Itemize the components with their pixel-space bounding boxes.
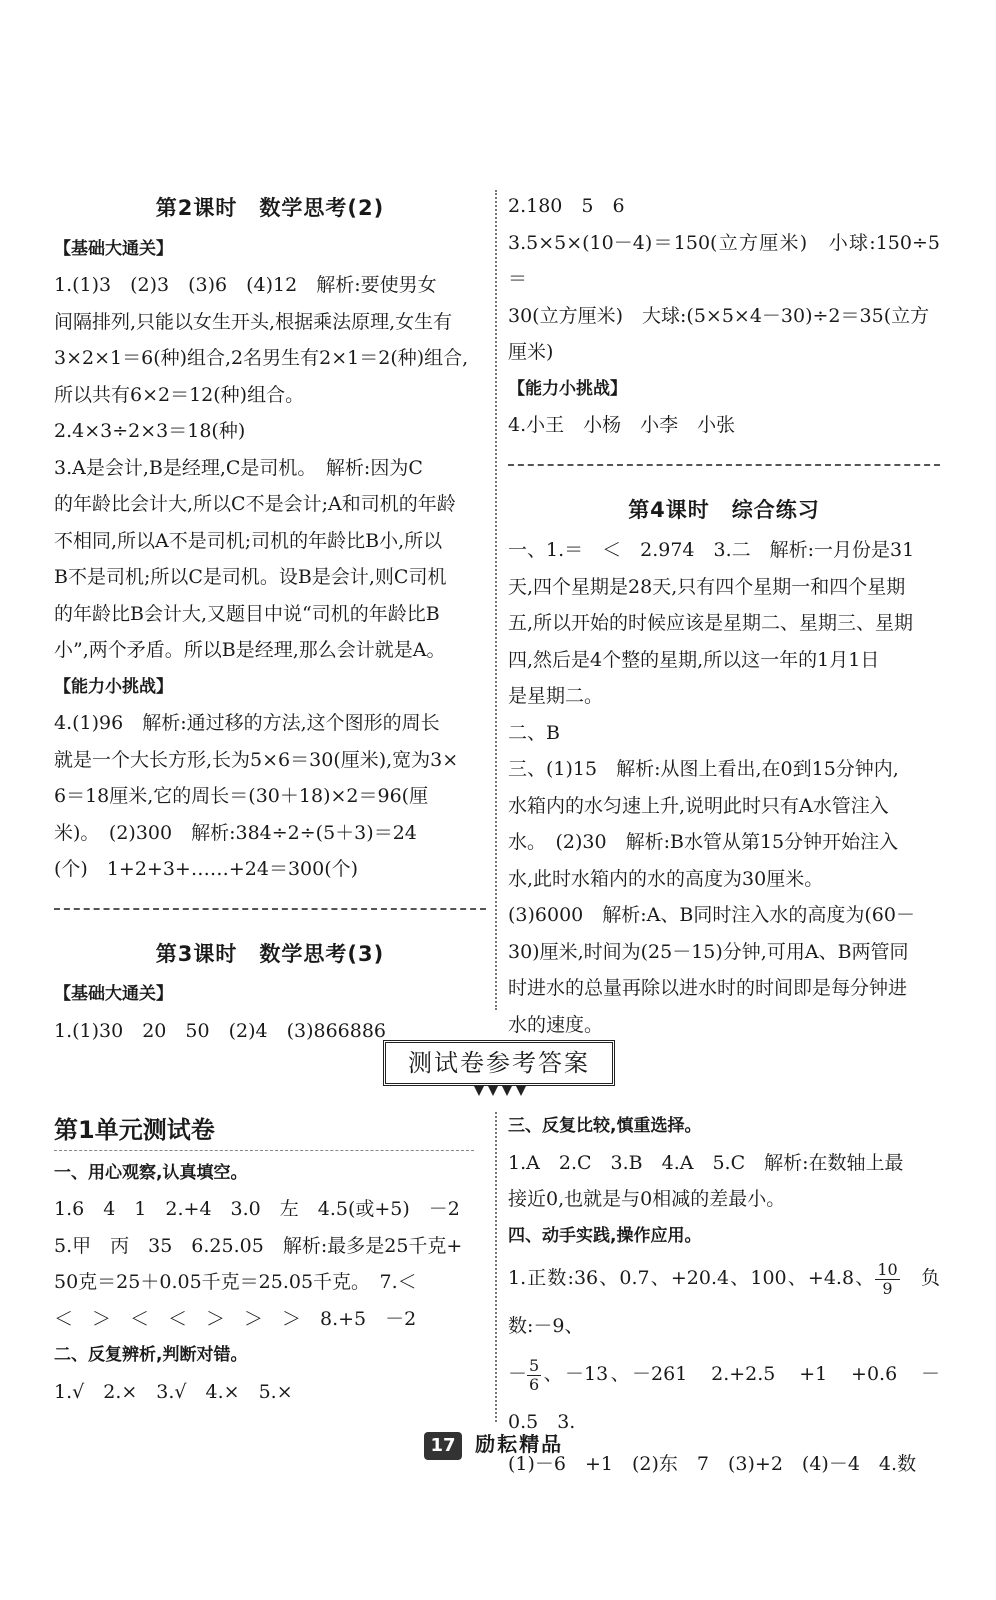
part4-line1-suffix: 负数:－9、 bbox=[508, 1267, 940, 1337]
lesson2-q1-line: 1.(1)3 (2)3 (3)6 (4)12 解析:要使男女 bbox=[54, 274, 437, 296]
lesson4-part1-line: 是星期二。 bbox=[508, 685, 604, 707]
lesson2-q4-line: 米)。 (2)300 解析:384÷2÷(5＋3)＝24 bbox=[54, 821, 417, 844]
lesson4-part3-line: 水箱内的水匀速上升,说明此时只有A水管注入 bbox=[508, 794, 889, 817]
lesson4-part3-line: 30)厘米,时间为(25－15)分钟,可用A、B两管同 bbox=[508, 940, 909, 963]
lesson4-part3-line: (3)6000 解析:A、B同时注入水的高度为(60－ bbox=[508, 904, 915, 926]
lesson3-q3-line: 厘米) bbox=[508, 341, 554, 363]
lesson2-q4-line: 6＝18厘米,它的周长＝(30＋18)×2＝96(厘 bbox=[54, 785, 429, 807]
column-divider-lower bbox=[495, 1112, 497, 1422]
lesson4-part1-line: 天,四个星期是28天,只有四个星期一和四个星期 bbox=[508, 575, 906, 598]
dashed-separator bbox=[54, 908, 486, 910]
test-answers-banner: 测试卷参考答案 bbox=[383, 1040, 615, 1086]
lesson2-challenge-header: 【能力小挑战】 bbox=[54, 676, 173, 697]
part1-header: 一、用心观察,认真填空。 bbox=[54, 1162, 248, 1183]
lesson3-basic-header: 【基础大通关】 bbox=[54, 984, 173, 1004]
part4-line3: (1)－6 +1 (2)东 7 (3)+2 (4)－4 4.数 bbox=[508, 1453, 917, 1475]
unit-test-title bbox=[54, 1112, 486, 1149]
lesson3-q3-line: 30(立方厘米) 大球:(5×5×4－30)÷2＝35(立方 bbox=[508, 304, 930, 327]
lesson4-title: 第4课时 综合练习 bbox=[628, 497, 820, 522]
lesson2-q2: 2.4×3÷2×3＝18(种) bbox=[54, 420, 246, 442]
part3-header: 三、反复比较,慎重选择。 bbox=[508, 1116, 702, 1136]
dashed-separator bbox=[508, 464, 940, 466]
part4-line2-prefix: － bbox=[508, 1363, 528, 1385]
lesson2-q3-line: 小”,两个矛盾。所以B是经理,那么会计就是A。 bbox=[54, 639, 446, 661]
fraction-denominator: 9 bbox=[882, 1278, 893, 1298]
unit-test-title-text: 第1单元测试卷 bbox=[54, 1116, 215, 1144]
lesson3-q1: 1.(1)30 20 50 (2)4 (3)866886 bbox=[54, 1019, 387, 1042]
fraction-numerator: 10 bbox=[877, 1259, 898, 1279]
lesson2-q3-line: B不是司机;所以C是司机。设B是会计,则C司机 bbox=[54, 566, 447, 588]
column-divider bbox=[495, 190, 497, 1010]
lesson2-q1-line: 间隔排列,只能以女生开头,根据乘法原理,女生有 bbox=[54, 310, 453, 333]
lesson2-q4-line: 就是一个大长方形,长为5×6＝30(厘米),宽为3× bbox=[54, 748, 459, 771]
lesson4-part3-line: 水。 (2)30 解析:B水管从第15分钟开始注入 bbox=[508, 831, 899, 853]
unit-test-right bbox=[508, 1108, 940, 1483]
part2-header: 二、反复辨析,判断对错。 bbox=[54, 1345, 248, 1365]
part1-line: ＜ ＞ ＜ ＜ ＞ ＞ ＞ 8.+5 －2 bbox=[54, 1307, 417, 1330]
fraction-numerator: 5 bbox=[529, 1355, 540, 1375]
lesson4-part1-line: 四,然后是4个整的星期,所以这一年的1月1日 bbox=[508, 648, 880, 671]
lesson3-q4: 4.小王 小杨 小李 小张 bbox=[508, 414, 736, 436]
lesson2-q3-line: 3.A是会计,B是经理,C是司机。 解析:因为C bbox=[54, 456, 423, 479]
part3-line: 接近0,也就是与0相减的差最小。 bbox=[508, 1188, 786, 1210]
lesson2-q1-line: 3×2×1＝6(种)组合,2名男生有2×1＝2(种)组合, bbox=[54, 347, 469, 369]
page-number: 17 bbox=[424, 1432, 462, 1460]
part4-header: 四、动手实践,操作应用。 bbox=[508, 1225, 702, 1246]
fraction bbox=[875, 1261, 899, 1298]
part1-line: 5.甲 丙 35 6.25.05 解析:最多是25千克+ bbox=[54, 1234, 463, 1257]
fraction bbox=[527, 1357, 541, 1394]
lesson4-part3-line: 三、(1)15 解析:从图上看出,在0到15分钟内, bbox=[508, 758, 899, 780]
lesson2-basic-header: 【基础大通关】 bbox=[54, 238, 173, 259]
lesson2-q1-line: 所以共有6×2＝12(种)组合。 bbox=[54, 383, 305, 406]
part4-line2-suffix: 、－13、－261 2.+2.5 +1 +0.6 －0.5 3. bbox=[508, 1363, 940, 1433]
lesson2-title: 第2课时 数学思考(2) bbox=[155, 196, 385, 220]
lesson4-part3-line: 时进水的总量再除以进水时的时间即是每分钟进 bbox=[508, 977, 908, 999]
brand-name: 励耘精品 bbox=[475, 1432, 564, 1456]
banner-ornament-icon bbox=[470, 1084, 528, 1098]
part4-line1 bbox=[508, 1254, 940, 1350]
part4-line2 bbox=[508, 1350, 940, 1446]
lesson2-q3-line: 的年龄比会计大,所以C不是会计;A和司机的年龄 bbox=[54, 493, 456, 515]
lesson2-q3-line: 不相同,所以A不是司机;司机的年龄比B小,所以 bbox=[54, 529, 443, 552]
lesson4-part1-line: 五,所以开始的时候应该是星期二、星期三、星期 bbox=[508, 612, 914, 634]
fraction-denominator: 6 bbox=[529, 1374, 540, 1394]
part1-line: 1.6 4 1 2.+4 3.0 左 4.5(或+5) －2 bbox=[54, 1198, 460, 1220]
right-column bbox=[508, 188, 940, 1043]
lesson4-part1-line: 一、1.＝ ＜ 2.974 3.二 解析:一月份是31 bbox=[508, 539, 915, 561]
unit-test-left bbox=[54, 1112, 486, 1410]
lesson3-title: 第3课时 数学思考(3) bbox=[155, 941, 385, 966]
part3-line: 1.A 2.C 3.B 4.A 5.C 解析:在数轴上最 bbox=[508, 1151, 904, 1174]
left-column bbox=[54, 190, 486, 1049]
lesson2-q3-line: 的年龄比B会计大,又题目中说“司机的年龄比B bbox=[54, 602, 440, 625]
part2-line: 1.√ 2.× 3.√ 4.× 5.× bbox=[54, 1380, 293, 1403]
lesson2-q4-line: 4.(1)96 解析:通过移的方法,这个图形的周长 bbox=[54, 712, 440, 734]
lesson3-q2: 2.180 5 6 bbox=[508, 195, 625, 217]
lesson4-part3-line: 水,此时水箱内的水的高度为30厘米。 bbox=[508, 867, 824, 890]
lesson2-q4-line: (个) 1+2+3+……+24＝300(个) bbox=[54, 858, 359, 880]
part1-line: 50克＝25＋0.05千克＝25.05千克。 7.＜ bbox=[54, 1271, 417, 1293]
lesson4-part2: 二、B bbox=[508, 721, 560, 744]
lesson3-q3-line: 3.5×5×(10－4)＝150(立方厘米) 小球:150÷5＝ bbox=[508, 231, 940, 290]
unit-title-underline bbox=[54, 1150, 474, 1151]
page-footer bbox=[424, 1428, 563, 1462]
lesson4-part3-line: 水的速度。 bbox=[508, 1013, 604, 1036]
lesson3-challenge-header: 【能力小挑战】 bbox=[508, 378, 627, 399]
part4-line1-prefix: 1.正数:36、0.7、+20.4、100、+4.8、 bbox=[508, 1267, 876, 1289]
